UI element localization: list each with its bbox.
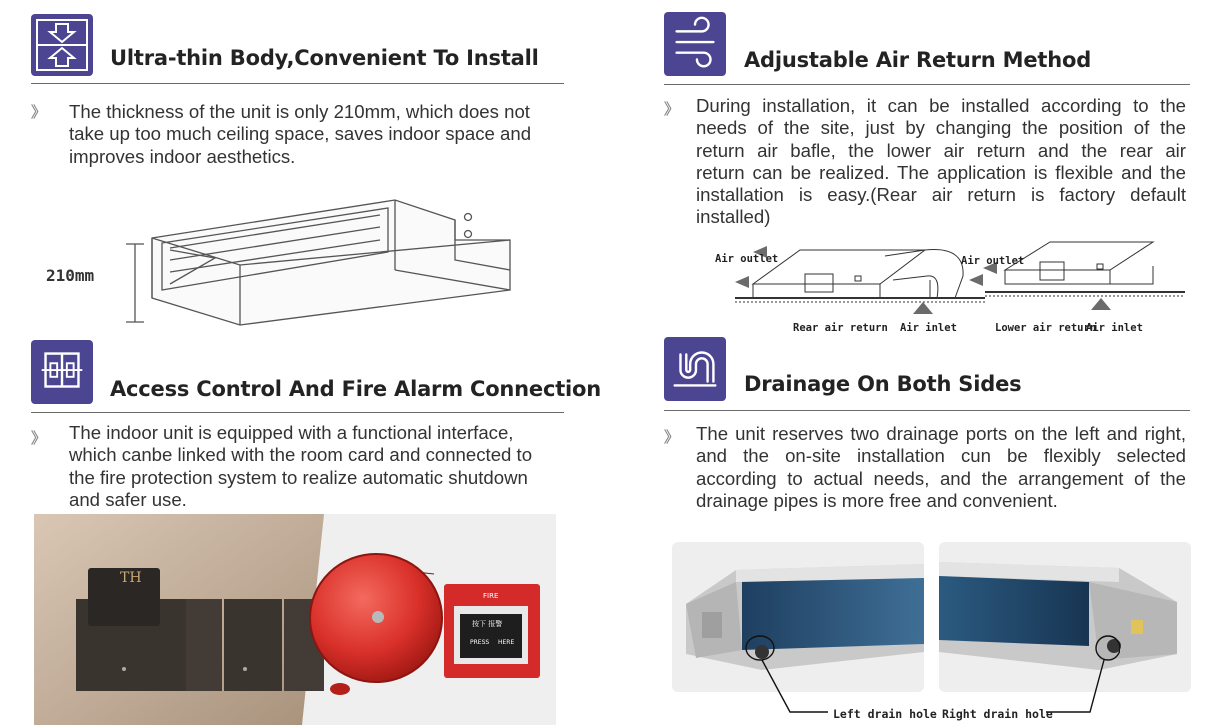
drain-callout-lines: [740, 628, 1120, 718]
bullet-icon: 》: [31, 103, 43, 121]
text-line: improves indoor aesthetics.: [69, 145, 296, 167]
divider: [31, 412, 564, 413]
text-line: The thickness of the unit is only 210mm, which does not: [69, 101, 530, 122]
left-drain-label: Left drain hole: [833, 707, 937, 721]
bullet-icon: 》: [664, 428, 676, 446]
unit-outline-illustration: [40, 180, 550, 330]
section-title-thin: Ultra-thin Body,Convenient To Install: [110, 46, 539, 70]
divider: [31, 83, 564, 84]
section-text-thin: [69, 101, 569, 168]
section-title-drain: Drainage On Both Sides: [744, 372, 1022, 396]
diagram-label: Lower air return: [995, 322, 1097, 334]
alarm-label: HERE: [498, 639, 515, 646]
right-drain-label: Right drain hole: [942, 707, 1053, 721]
access-fire-photo: [34, 514, 556, 725]
text-line: installed): [696, 206, 771, 228]
text-line: The unit reserves two drainage ports on the left and right,: [696, 423, 1186, 444]
bullet-icon: 》: [664, 100, 676, 118]
text-line: and safer use.: [69, 488, 187, 510]
section-title-air: Adjustable Air Return Method: [744, 48, 1092, 72]
text-line: which canbe linked with the room card and connected to: [69, 444, 533, 466]
section-text-drain: [696, 423, 1186, 512]
divider: [664, 84, 1190, 85]
section-text-access: [69, 422, 569, 511]
airflow-icon: [664, 12, 726, 76]
text-line: installation is easy.(Rear air return is factory default: [696, 184, 1186, 206]
text-line: return air bafle, the lower air return and the rear air: [696, 139, 1186, 161]
access-control-icon: [31, 340, 93, 404]
diagram-label: Rear air return: [793, 322, 888, 334]
alarm-label: 按下 报警: [472, 620, 503, 628]
text-line: The indoor unit is equipped with a functional interface,: [69, 422, 514, 443]
compress-icon: [31, 14, 93, 76]
text-line: needs of the site, just by changing the position of the: [696, 117, 1186, 139]
divider: [664, 410, 1190, 411]
text-line: drainage pipes is more free and convenient.: [696, 489, 1058, 511]
drainage-pipe-icon: [664, 337, 726, 401]
text-line: take up too much ceiling space, saves indoor space and: [69, 123, 532, 145]
air-return-diagram: [705, 236, 1185, 324]
text-line: During installation, it can be installed according to the: [696, 95, 1186, 116]
dimension-label: 210mm: [46, 266, 95, 285]
diagram-label: Air inlet: [1086, 322, 1143, 334]
section-title-access: Access Control And Fire Alarm Connection: [110, 377, 602, 401]
card-logo: TH: [120, 570, 142, 586]
diagram-label: Air outlet: [715, 253, 779, 265]
diagram-label: Air inlet: [900, 322, 957, 334]
section-text-air: [696, 95, 1186, 229]
alarm-label: FIRE: [483, 592, 499, 600]
bullet-icon: 》: [31, 429, 43, 447]
text-line: according to actual needs, and the arrangement of the: [696, 467, 1186, 489]
text-line: return can be realized. The application is flexible and the: [696, 161, 1186, 183]
text-line: and the on-site installation cun be flexibly selected: [696, 445, 1186, 467]
text-line: the fire protection system to realize automatic shutdown: [69, 466, 528, 488]
diagram-label: Air outlet: [961, 255, 1025, 267]
alarm-label: PRESS: [470, 639, 490, 646]
